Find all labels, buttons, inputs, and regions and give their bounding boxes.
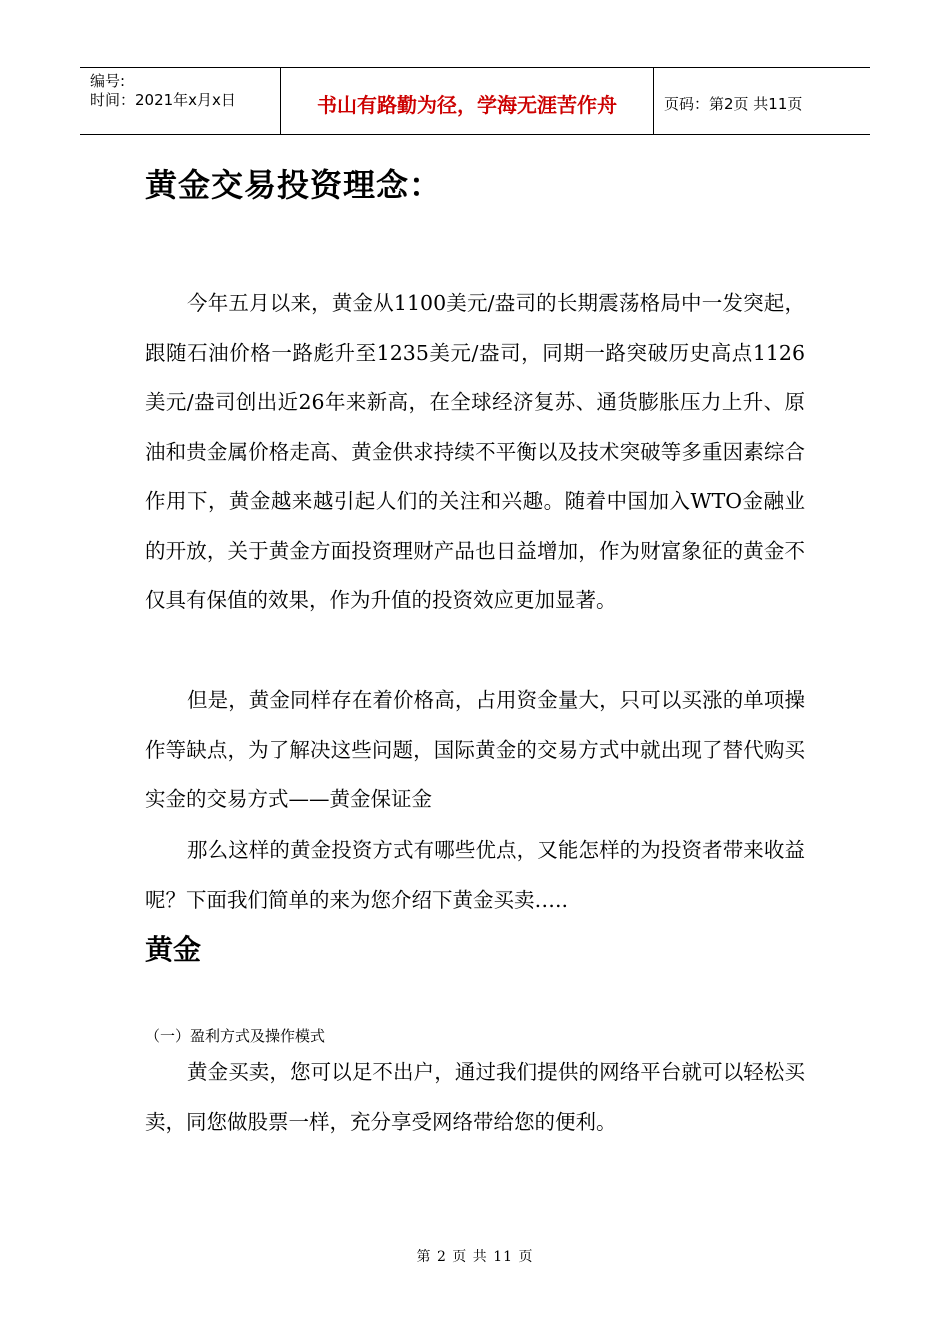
header-meta [80,68,280,134]
page-footer: 第 2 页 共 11 页 [416,1249,534,1265]
paragraph-trading: 黄金买卖，您可以足不出户，通过我们提供的网络平台就可以轻松买卖，同您做股票一样，充分享受网络带给您的便利。 [145,1060,805,1134]
paragraph-intro: 今年五月以来，黄金从1100美元/盎司的长期震荡格局中一发突起，跟随石油价格一路彪升至1235美元/盎司，同期一路突破历史高点1126美元/盎司创出近26年来新高，在全球经济复苏、通货膨胀压力上升、原油和贵金属价格走高、黄金供求持续不平衡以及技术突破等多重因素综合作用下，黄金越来越引起人们的关注和兴趣。随着中国加入WTO金融业的开放，关于黄金方面投资理财产品也日益增加，作为财富象征的黄金不仅具有保值的效果，作为升值的投资效应更加显著。 [145,291,805,612]
header-page-info: 页码：第2页 共11页 [664,94,803,113]
paragraph-drawbacks: 但是，黄金同样存在着价格高，占用资金量大，只可以买涨的单项操作等缺点，为了解决这些问题，国际黄金的交易方式中就出现了替代购买实金的交易方式——黄金保证金 [145,688,805,811]
header-motto: 书山有路勤为径，学海无涯苦作舟 [280,68,654,134]
page-header [80,67,870,135]
document-time: 时间：2021年x月x日 [90,91,236,109]
section-heading: 黄金 [145,933,202,966]
document-title: 黄金交易投资理念： [145,166,443,204]
subsection-heading: （一）盈利方式及操作模式 [145,1027,326,1045]
paragraph-transition: 那么这样的黄金投资方式有哪些优点，又能怎样的为投资者带来收益呢？下面我们简单的来为您介绍下黄金买卖….. [145,838,805,912]
document-number-label: 编号: [90,72,126,90]
